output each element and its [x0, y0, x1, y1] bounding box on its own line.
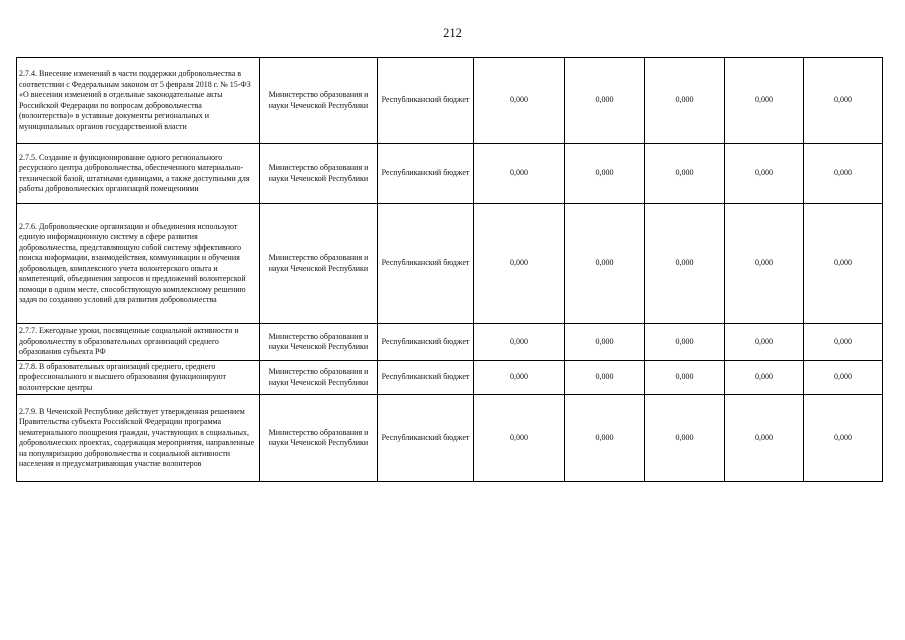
value-cell: 0,000 [725, 361, 804, 395]
executor-cell: Министерство образования и науки Чеченской Республики [260, 204, 378, 324]
value-cell: 0,000 [565, 395, 645, 482]
table-row [17, 58, 883, 144]
value-cell: 0,000 [565, 144, 645, 204]
value-cell: 0,000 [645, 324, 725, 361]
value-cell: 0,000 [645, 144, 725, 204]
activity-cell: 2.7.7. Ежегодные уроки, посвященные социальной активности и добровольчеству в образовательных организаций среднего образования субъекта РФ [17, 324, 260, 361]
page-number: 212 [443, 26, 462, 40]
value-cell: 0,000 [725, 395, 804, 482]
value-cell: 0,000 [645, 58, 725, 144]
value-cell: 0,000 [474, 395, 565, 482]
table-row [17, 144, 883, 204]
executor-cell: Министерство образования и науки Чеченской Республики [260, 395, 378, 482]
value-cell: 0,000 [804, 204, 883, 324]
table-row [17, 204, 883, 324]
value-cell: 0,000 [474, 361, 565, 395]
value-cell: 0,000 [474, 144, 565, 204]
value-cell: 0,000 [645, 204, 725, 324]
activity-cell: 2.7.5. Создание и функционирование одного регионального ресурсного центра добровольчества, обеспеченного материально-технической базой, штатными единицами, а также доступными для работы добровольческих организаций помещениями [17, 144, 260, 204]
funding-source-cell: Республиканский бюджет [378, 58, 474, 144]
funding-source-cell: Республиканский бюджет [378, 144, 474, 204]
funding-source-cell: Республиканский бюджет [378, 395, 474, 482]
executor-cell: Министерство образования и науки Чеченской Республики [260, 361, 378, 395]
activity-cell: 2.7.8. В образовательных организаций среднего, среднего профессионального и высшего образования функционируют волонтерские центры [17, 361, 260, 395]
value-cell: 0,000 [725, 144, 804, 204]
table-row [17, 324, 883, 361]
value-cell: 0,000 [725, 58, 804, 144]
funding-source-cell: Республиканский бюджет [378, 361, 474, 395]
value-cell: 0,000 [804, 361, 883, 395]
value-cell: 0,000 [474, 324, 565, 361]
executor-cell: Министерство образования и науки Чеченской Республики [260, 58, 378, 144]
value-cell: 0,000 [725, 324, 804, 361]
value-cell: 0,000 [565, 361, 645, 395]
activity-cell: 2.7.9. В Чеченской Республике действует утвержденная решением Правительства субъекта Российской Федерации программа нематериального поощрения граждан, участвующих в социальных, добровольческих проектах, содержащая мероприятия, направленные на популяризацию добровольчества и социальной активности населения и предусматривающая участие волонтеров [17, 395, 260, 482]
executor-cell: Министерство образования и науки Чеченской Республики [260, 144, 378, 204]
program-activities-table [16, 57, 883, 482]
value-cell: 0,000 [804, 324, 883, 361]
funding-source-cell: Республиканский бюджет [378, 324, 474, 361]
funding-source-cell: Республиканский бюджет [378, 204, 474, 324]
value-cell: 0,000 [565, 204, 645, 324]
value-cell: 0,000 [804, 144, 883, 204]
table-row [17, 361, 883, 395]
value-cell: 0,000 [474, 58, 565, 144]
table-row [17, 395, 883, 482]
value-cell: 0,000 [804, 395, 883, 482]
value-cell: 0,000 [565, 324, 645, 361]
activity-cell: 2.7.4. Внесение изменений в части поддержки добровольчества в соответствии с Федеральным законом от 5 февраля 2018 г. № 15-ФЗ «О внесении изменений в отдельные законодательные акты Российской Федерации по вопросам добровольчества (волонтерства)» в уставные документы региональных и муниципальных органов государственной власти [17, 58, 260, 144]
value-cell: 0,000 [804, 58, 883, 144]
value-cell: 0,000 [645, 395, 725, 482]
value-cell: 0,000 [725, 204, 804, 324]
activity-cell: 2.7.6. Добровольческие организации и объединения используют единую информационную систему в сфере развития добровольчества, представляющую собой систему эффективного поиска информации, взаимодействия, коммуникации и обучения добровольцев, комплексного учета волонтерского опыта и компетенций, объединения запросов и предложений волонтерской помощи в одном месте, способствующую комплексному решению задач по созданию условий для развития добровольчества [17, 204, 260, 324]
value-cell: 0,000 [645, 361, 725, 395]
executor-cell: Министерство образования и науки Чеченской Республики [260, 324, 378, 361]
value-cell: 0,000 [474, 204, 565, 324]
value-cell: 0,000 [565, 58, 645, 144]
